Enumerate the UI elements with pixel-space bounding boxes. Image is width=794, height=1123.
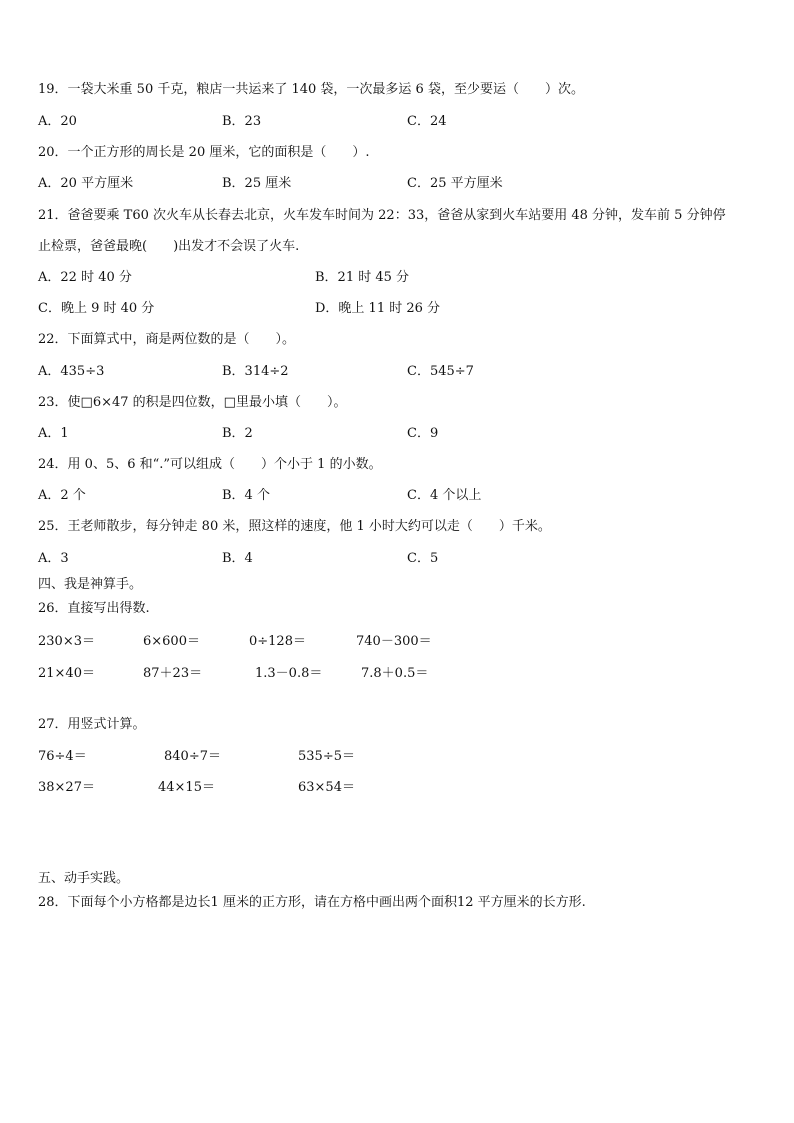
calc-item: 840÷7＝	[164, 749, 221, 764]
calc-item: 44×15＝	[158, 780, 215, 795]
question-22: 22．下面算式中，商是两位数的是（ ）。	[38, 332, 296, 347]
option-b: B．4 个	[222, 488, 270, 503]
option-a: A．3	[38, 551, 69, 566]
question-27: 27．用竖式计算。	[38, 717, 146, 732]
option-c: C．5	[407, 551, 439, 566]
option-a: A．22 时 40 分	[38, 270, 132, 285]
option-b: B．23	[222, 114, 262, 129]
option-c: C．9	[407, 426, 439, 441]
option-b: B．25 厘米	[222, 176, 292, 191]
calc-item: 0÷128＝	[249, 634, 306, 649]
option-b: B．4	[222, 551, 253, 566]
option-c: C．25 平方厘米	[407, 176, 503, 191]
calc-item: 38×27＝	[38, 780, 95, 795]
option-c: C．4 个以上	[407, 488, 482, 503]
option-a: A．20	[38, 114, 77, 129]
calc-item: 6×600＝	[143, 634, 200, 649]
question-28: 28．下面每个小方格都是边长1 厘米的正方形，请在方格中画出两个面积12 平方厘米的长方形.	[38, 895, 586, 910]
section-title: 四、我是神算手。	[38, 577, 143, 592]
question-21-line1: 21．爸爸要乘 T60 次火车从长春去北京，火车发车时间为 22：33，爸爸从家到火车站要用 48 分钟，发车前 5 分钟停	[38, 208, 726, 223]
option-a: A．20 平方厘米	[38, 176, 134, 191]
calc-item: 21×40＝	[38, 666, 95, 681]
option-a: A．2 个	[38, 488, 86, 503]
calc-item: 76÷4＝	[38, 749, 87, 764]
option-c: C．晚上 9 时 40 分	[38, 301, 155, 316]
question-26: 26．直接写出得数.	[38, 601, 150, 616]
calc-item: 63×54＝	[298, 780, 355, 795]
option-c: C．545÷7	[407, 364, 474, 379]
option-a: A．1	[38, 426, 69, 441]
calc-item: 535÷5＝	[298, 749, 355, 764]
calc-item: 1.3－0.8＝	[255, 666, 323, 681]
question-20: 20．一个正方形的周长是 20 厘米，它的面积是（ ）.	[38, 145, 370, 160]
calc-item: 7.8＋0.5＝	[361, 666, 429, 681]
calc-item: 740－300＝	[356, 634, 432, 649]
section-title: 五、动手实践。	[38, 871, 130, 886]
calc-item: 87＋23＝	[143, 666, 203, 681]
option-a: A．435÷3	[38, 364, 105, 379]
option-b: B．2	[222, 426, 253, 441]
option-c: C．24	[407, 114, 447, 129]
question-21-line2: 止检票，爸爸最晚( )出发才不会误了火车.	[38, 239, 300, 254]
option-d: D．晚上 11 时 26 分	[315, 301, 441, 316]
question-24: 24．用 0、5、6 和“.”可以组成（ ）个小于 1 的小数。	[38, 457, 382, 472]
question-23: 23．使□6×47 的积是四位数，□里最小填（ ）。	[38, 395, 347, 410]
question-25: 25．王老师散步，每分钟走 80 米，照这样的速度，他 1 小时大约可以走（ ）千米。	[38, 519, 551, 534]
option-b: B．314÷2	[222, 364, 289, 379]
calc-item: 230×3＝	[38, 634, 95, 649]
option-b: B．21 时 45 分	[315, 270, 410, 285]
question-19: 19．一袋大米重 50 千克，粮店一共运来了 140 袋，一次最多运 6 袋，至少要运（ ）次。	[38, 82, 584, 97]
